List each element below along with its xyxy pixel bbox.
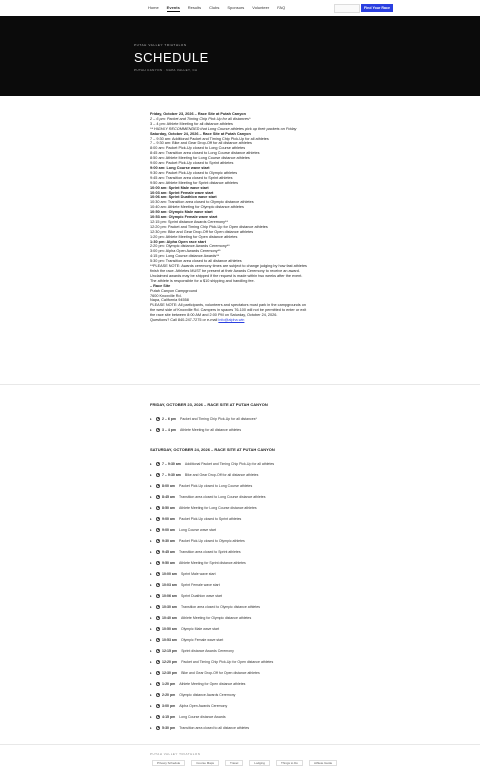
item-description: Alpha Open Awards Ceremony [179, 703, 228, 708]
detail-line: 8:50 am: Athlete Meeting for Long Course distance athletes [150, 156, 250, 161]
detail-line: 7 – 9:30 am: Additional Packet and Timing Chip Pick-Up for all athletes [150, 136, 269, 141]
nav-item-volunteer[interactable]: Volunteer [252, 5, 270, 10]
chevron-right-icon[interactable]: ▸ [150, 549, 152, 554]
clock-icon [156, 726, 160, 730]
item-time: 10:06 am [162, 593, 177, 598]
friday-title: FRIDAY, OCTOBER 23, 2026 – RACE SITE AT PUTAH CANYON [150, 402, 268, 407]
detail-line: Saturday, October 24, 2026 – Race Site at Putah Canyon [150, 131, 251, 136]
clock-icon [156, 649, 160, 653]
chevron-right-icon[interactable]: ▸ [150, 483, 152, 488]
detail-line: 9:30 am: Packet Pick-Up closed to Olympic athletes [150, 170, 238, 175]
item-description: Bike and Gear Drop-Off for Open distance athletes [181, 670, 260, 675]
clock-icon [156, 495, 160, 499]
clock-icon [156, 671, 160, 675]
chevron-right-icon[interactable]: ▸ [150, 714, 152, 719]
schedule-item[interactable] [150, 458, 350, 469]
detail-line: 10:03 am: Sprint Female wave start [150, 190, 214, 195]
detail-line: 9:00 am: Packet Pick-Up closed to Sprint athletes [150, 161, 234, 166]
item-description: Long Course wave start [179, 527, 217, 532]
schedule-item[interactable] [150, 612, 350, 623]
schedule-item[interactable] [150, 579, 350, 590]
detail-line: 7600 Knoxville Rd. [150, 293, 182, 298]
chevron-right-icon[interactable]: ▸ [150, 527, 152, 532]
clock-icon [156, 572, 160, 576]
hero-subtitle: PUTAH CANYON · NAPA VALLEY, CA [134, 68, 198, 72]
item-time: 10:30 am [162, 604, 177, 609]
clock-icon [156, 539, 160, 543]
item-description: Sprint Male wave start [180, 571, 216, 576]
footer-link[interactable]: Athlete Guide [309, 760, 337, 766]
footer-link[interactable]: Travel [225, 760, 243, 766]
chevron-right-icon[interactable]: ▸ [150, 659, 152, 664]
clock-icon [156, 473, 160, 477]
hero-banner [0, 16, 480, 96]
schedule-item[interactable] [150, 678, 350, 689]
detail-line: 5:30 pm: Transition area closed to all distance athletes [150, 259, 242, 264]
hero-kicker: PUTAH VALLEY TRIATHLON [134, 43, 187, 47]
search-input[interactable] [334, 4, 360, 13]
chevron-right-icon[interactable]: ▸ [150, 494, 152, 499]
item-description: Athlete Meeting for Long Course distance athletes [179, 505, 257, 510]
detail-line: 3:00 pm: Alpha Open Awards Ceremony** [150, 249, 221, 254]
schedule-item[interactable] [150, 469, 350, 480]
item-time: 9:00 am [162, 527, 176, 532]
clock-icon [156, 605, 160, 609]
chevron-right-icon[interactable]: ▸ [150, 538, 152, 543]
item-time: 8:00 am [162, 483, 176, 488]
item-time: 9:30 am [162, 538, 176, 543]
detail-line: 1:20 pm: Athlete Meeting for Open distance athletes [150, 234, 238, 239]
saturday-title: SATURDAY, OCTOBER 24, 2026 – RACE SITE AT PUTAH CANYON [150, 447, 275, 452]
item-time: 9:00 am [162, 516, 176, 521]
clock-icon [156, 638, 160, 642]
detail-line: 1:30 pm: Alpha Open race start [150, 239, 206, 244]
chevron-right-icon[interactable]: ▸ [150, 427, 152, 432]
divider [0, 384, 480, 385]
item-description: Athlete Meeting for all distance athletes [180, 427, 242, 432]
schedule-item[interactable] [150, 656, 350, 667]
schedule-item[interactable] [150, 513, 350, 524]
chevron-right-icon[interactable]: ▸ [150, 571, 152, 576]
clock-icon [156, 517, 160, 521]
item-time: 7 – 9:30 am [162, 472, 181, 477]
clock-icon [156, 616, 160, 620]
schedule-item[interactable] [150, 634, 350, 645]
detail-line: 8:00 am: Packet Pick-Up closed to Long Course athletes [150, 146, 246, 151]
detail-line: 8:45 am: Transition area closed to Long Course distance athletes [150, 151, 260, 156]
clock-icon [156, 462, 160, 466]
detail-line: 7 – 9:30 am: Bike and Gear Drop-Off for all distance athletes [150, 141, 252, 146]
detail-line: 9:00 am: Long Course wave start [150, 165, 210, 170]
item-time: 8:50 am [162, 505, 176, 510]
schedule-item[interactable] [150, 722, 350, 733]
email-link[interactable]: info@alpha.win [218, 318, 245, 323]
page-title: SCHEDULE [134, 50, 209, 65]
detail-line: ** HIGHLY RECOMMENDED that Long Course athletes pick up their packets on Friday [150, 126, 297, 131]
item-description: Sprint distance Awards Ceremony [181, 648, 234, 653]
schedule-item[interactable] [150, 557, 350, 568]
item-time: 4:15 pm [162, 714, 176, 719]
schedule-item[interactable] [150, 689, 350, 700]
chevron-right-icon[interactable]: ▸ [150, 593, 152, 598]
clock-icon [156, 583, 160, 587]
detail-line: 2 – 6 pm: Packet and Timing Chip Pick-Up for all distances* [150, 116, 251, 121]
item-time: 10:50 am [162, 626, 177, 631]
clock-icon [156, 484, 160, 488]
clock-icon [156, 660, 160, 664]
item-description: Transition area closed to Olympic distance athletes [180, 604, 261, 609]
item-description: Packet Pick-Up closed to Sprint athletes [179, 516, 242, 521]
detail-line [150, 318, 340, 323]
clock-icon [156, 550, 160, 554]
item-description: Athlete Meeting for Olympic distance athletes [180, 615, 252, 620]
schedule-item[interactable] [150, 568, 350, 579]
chevron-right-icon[interactable]: ▸ [150, 516, 152, 521]
saturday-items [150, 458, 350, 733]
top-nav [0, 0, 480, 17]
schedule-item[interactable] [150, 645, 350, 656]
footer-link[interactable]: Lodging [249, 760, 270, 766]
item-description: Athlete Meeting for Open distance athletes [179, 681, 246, 686]
footer-links [152, 760, 337, 766]
item-description: Olympic Female wave start [180, 637, 224, 642]
clock-icon [156, 682, 160, 686]
detail-line: 4:15 pm: Long Course distance Awards** [150, 254, 220, 259]
detail-line: 12:20 pm: Packet and Timing Chip Pick-Up for Open distance athletes [150, 224, 268, 229]
detail-line: Unclaimed awards may be shipped if the request is made within two weeks after the event. [150, 273, 303, 278]
nav-item-clubs[interactable]: Clubs [209, 5, 220, 10]
item-description: Transition area closed to all distance athletes [179, 725, 250, 730]
schedule-item[interactable] [150, 502, 350, 513]
item-description: Packet and Timing Chip Pick-Up for all distances* [180, 416, 257, 421]
item-description: Transition area closed to Long Course distance athletes [179, 494, 266, 499]
chevron-right-icon[interactable]: ▸ [150, 648, 152, 653]
item-time: 8:45 am [162, 494, 176, 499]
detail-line: 10:50 am: Olympic Male wave start [150, 210, 213, 215]
chevron-right-icon[interactable]: ▸ [150, 670, 152, 675]
detail-line: 10:30 am: Transition area closed to Olympic distance athletes [150, 200, 254, 205]
schedule-item[interactable] [150, 546, 350, 557]
detail-line: finish the race. Athletes MUST be present at their Awards Ceremony to receive an award. [150, 269, 300, 273]
friday-items [150, 413, 350, 435]
find-your-race-button[interactable]: Find Your Race [361, 4, 393, 12]
clock-icon [156, 528, 160, 532]
clock-icon [156, 561, 160, 565]
schedule-item[interactable] [150, 524, 350, 535]
detail-line: PLEASE NOTE: All participants, volunteers and spectators must park in the campgrounds on [150, 303, 306, 308]
detail-line: 10:06 am: Sprint Duathlon wave start [150, 195, 217, 200]
schedule-item[interactable] [150, 711, 350, 722]
item-description: Olympic Male wave start [180, 626, 220, 631]
detail-line: the west side of Knoxville Rd. Campers in spaces 76-100 will not be permitted to enter or exit [150, 308, 307, 313]
item-time: 7 – 9:30 am [162, 461, 181, 466]
schedule-item[interactable] [150, 480, 350, 491]
nav-links [148, 5, 285, 12]
detail-line: The athlete is responsible for a $10 shipping and handling fee. [150, 278, 255, 283]
chevron-right-icon[interactable]: ▸ [150, 725, 152, 730]
schedule-item[interactable] [150, 667, 350, 678]
detail-line: 12:30 pm: Bike and Gear Drop-Off for Open distance athletes [150, 229, 254, 234]
schedule-item[interactable] [150, 700, 350, 711]
footer-link[interactable]: Course Maps [191, 760, 219, 766]
chevron-right-icon[interactable]: ▸ [150, 416, 152, 421]
item-time: 10:00 am [162, 571, 177, 576]
clock-icon [156, 417, 160, 421]
item-description: Bike and Gear Drop-Off for all distance athletes [184, 472, 259, 477]
item-description: Additional Packet and Timing Chip Pick-Up for all athletes [184, 461, 275, 466]
item-time: 1:20 pm [162, 681, 176, 686]
detail-line: 10:53 am: Olympic Female wave start [150, 215, 218, 220]
item-time: 12:15 pm [162, 648, 178, 653]
schedule-item[interactable] [150, 424, 350, 435]
detail-line: the race site between 8:00 AM and 2:00 PM on Saturday, October 24, 2026. [150, 313, 278, 318]
nav-item-events[interactable]: Events [166, 5, 180, 10]
schedule-accordion [150, 402, 350, 733]
detail-line-text: Questions? Call 840-247-7275 or e-mail [150, 318, 219, 323]
item-description: Packet Pick-Up closed to Long Course athletes [179, 483, 253, 488]
detail-line: Friday, October 23, 2026 – Race Site at Putah Canyon [150, 112, 246, 116]
nav-item-home[interactable]: Home [148, 5, 159, 10]
clock-icon [156, 704, 160, 708]
schedule-item[interactable] [150, 623, 350, 634]
schedule-details-text [150, 112, 340, 323]
item-description: Sprint Female wave start [180, 582, 220, 587]
chevron-right-icon[interactable]: ▸ [150, 703, 152, 708]
chevron-right-icon[interactable]: ▸ [150, 505, 152, 510]
detail-line: Putah Canyon Campground [150, 288, 198, 293]
item-time: 10:53 am [162, 637, 177, 642]
item-time: 12:20 pm [162, 659, 178, 664]
footer-link[interactable]: Things to Do [276, 760, 303, 766]
item-time: 5:30 pm [162, 725, 176, 730]
item-time: 9:50 am [162, 560, 176, 565]
clock-icon [156, 715, 160, 719]
item-time: 10:40 am [162, 615, 177, 620]
schedule-item[interactable] [150, 491, 350, 502]
item-description: Athlete Meeting for Sprint distance athletes [179, 560, 246, 565]
detail-line: 10:00 am: Sprint Male wave start [150, 185, 209, 190]
item-time: 3:00 pm [162, 703, 176, 708]
footer [0, 745, 480, 763]
item-time: 10:03 am [162, 582, 177, 587]
item-description: Long Course distance Awards [179, 714, 226, 719]
nav-item-sponsors[interactable]: Sponsors [227, 5, 245, 10]
item-description: Sprint Duathlon wave start [180, 593, 223, 598]
schedule-item[interactable] [150, 413, 350, 424]
item-time: 2:20 pm [162, 692, 176, 697]
chevron-right-icon[interactable]: ▸ [150, 626, 152, 631]
item-description: Packet and Timing Chip Pick-Up for Open distance athletes [181, 659, 274, 664]
item-time: 2 – 6 pm [162, 416, 177, 421]
detail-line: 9:45 am: Transition area closed to Sprint athletes [150, 175, 233, 180]
nav-item-results[interactable]: Results [187, 5, 202, 10]
item-time: 3 – 4 pm [162, 427, 177, 432]
detail-line: **PLEASE NOTE: Awards ceremony times are subject to change judging by how fast athletes [150, 264, 307, 269]
clock-icon [156, 506, 160, 510]
detail-line: 9:50 am: Athlete Meeting for Sprint distance athletes [150, 180, 239, 185]
nav-item-faq[interactable]: FAQ [277, 5, 286, 10]
detail-line: – Race Site [150, 283, 171, 288]
chevron-right-icon[interactable]: ▸ [150, 582, 152, 587]
clock-icon [156, 693, 160, 697]
item-time: 12:30 pm [162, 670, 178, 675]
item-description: Olympic distance Awards Ceremony [179, 692, 236, 697]
clock-icon [156, 627, 160, 631]
footer-link[interactable]: Privacy Schedule [152, 760, 185, 766]
detail-line: 2:20 pm: Olympic distance Awards Ceremony** [150, 244, 230, 249]
item-time: 9:45 am [162, 549, 176, 554]
chevron-right-icon[interactable]: ▸ [150, 472, 152, 477]
detail-line: 3 – 4 pm: Athlete Meeting for all distance athletes [150, 121, 233, 126]
detail-line: 10:40 am: Athlete Meeting for Olympic distance athletes [150, 205, 244, 210]
schedule-item[interactable] [150, 535, 350, 546]
chevron-right-icon[interactable]: ▸ [150, 461, 152, 466]
chevron-right-icon[interactable]: ▸ [150, 692, 152, 697]
chevron-right-icon[interactable]: ▸ [150, 604, 152, 609]
item-description: Packet Pick-Up closed to Olympic athletes [179, 538, 245, 543]
chevron-right-icon[interactable]: ▸ [150, 560, 152, 565]
schedule-item[interactable] [150, 590, 350, 601]
detail-line: 12:15 pm: Sprint distance Awards Ceremony** [150, 219, 229, 224]
clock-icon [156, 428, 160, 432]
item-description: Transition area closed to Sprint athletes [179, 549, 241, 554]
chevron-right-icon[interactable]: ▸ [150, 615, 152, 620]
chevron-right-icon[interactable]: ▸ [150, 681, 152, 686]
detail-line: Napa, California 94558 [150, 298, 189, 303]
footer-org: PUTAH VALLEY TRIATHLON [150, 752, 201, 756]
chevron-right-icon[interactable]: ▸ [150, 637, 152, 642]
clock-icon [156, 594, 160, 598]
schedule-item[interactable] [150, 601, 350, 612]
